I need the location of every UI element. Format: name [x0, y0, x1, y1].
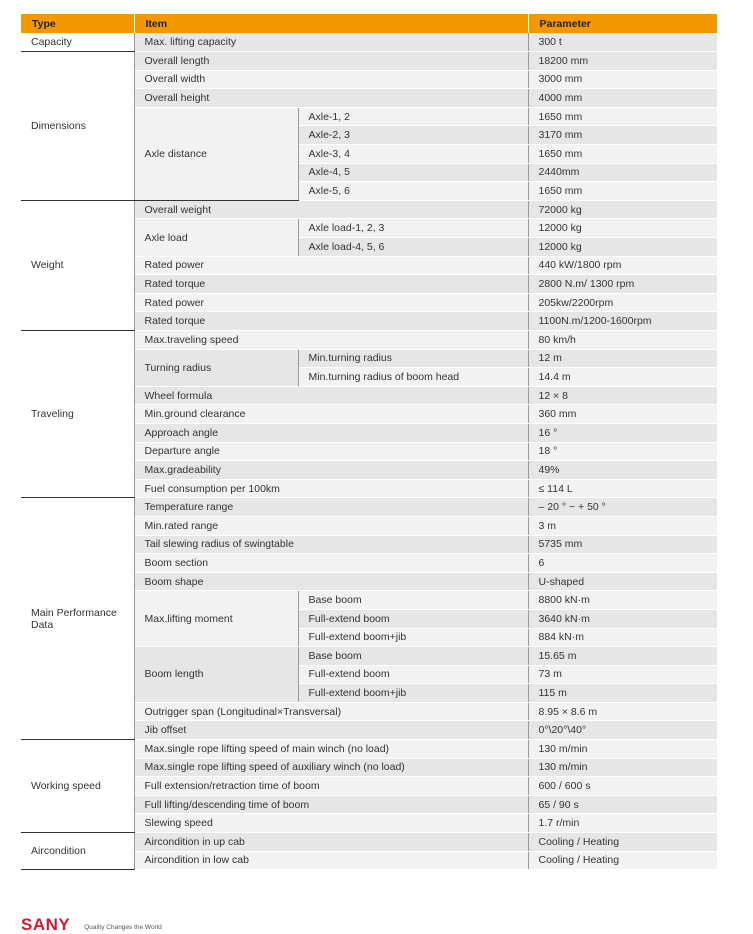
- item-cell: Rated power: [134, 256, 528, 275]
- item-cell: Max.single rope lifting speed of main winch (no load): [134, 740, 528, 759]
- type-weight: Weight: [21, 200, 134, 330]
- value-cell: 2800 N.m/ 1300 rpm: [528, 275, 717, 294]
- type-capacity: Capacity: [21, 33, 134, 52]
- value-cell: 1650 mm: [528, 145, 717, 164]
- value-cell: 18 °: [528, 442, 717, 461]
- item-cell: Temperature range: [134, 498, 528, 517]
- item-cell: Overall length: [134, 52, 528, 71]
- value-cell: 1650 mm: [528, 107, 717, 126]
- item-cell: Axle distance: [134, 107, 298, 200]
- item-cell: Min.rated range: [134, 516, 528, 535]
- table-row: [21, 52, 717, 71]
- value-cell: 72000 kg: [528, 200, 717, 219]
- value-cell: 12 × 8: [528, 386, 717, 405]
- spec-table: [21, 14, 717, 870]
- sub-cell: Axle-5, 6: [298, 182, 528, 201]
- item-cell: Max. lifting capacity: [134, 33, 528, 52]
- item-cell: Rated torque: [134, 312, 528, 331]
- table-row: [21, 740, 717, 759]
- sub-cell: Axle-2, 3: [298, 126, 528, 145]
- item-cell: Max.traveling speed: [134, 331, 528, 350]
- item-cell: Axle load: [134, 219, 298, 256]
- value-cell: 3170 mm: [528, 126, 717, 145]
- value-cell: 8.95 × 8.6 m: [528, 702, 717, 721]
- sub-cell: Axle-1, 2: [298, 107, 528, 126]
- item-cell: Approach angle: [134, 423, 528, 442]
- value-cell: 18200 mm: [528, 52, 717, 71]
- value-cell: 12000 kg: [528, 219, 717, 238]
- sub-cell: Full-extend boom: [298, 665, 528, 684]
- type-traveling: Traveling: [21, 331, 134, 498]
- value-cell: 884 kN·m: [528, 628, 717, 647]
- sub-cell: Full-extend boom+jib: [298, 684, 528, 703]
- value-cell: 73 m: [528, 665, 717, 684]
- item-cell: Slewing speed: [134, 814, 528, 833]
- value-cell: 3640 kN·m: [528, 609, 717, 628]
- value-cell: 15.65 m: [528, 647, 717, 666]
- table-row: [21, 498, 717, 517]
- value-cell: 49%: [528, 461, 717, 480]
- value-cell: 440 kW/1800 rpm: [528, 256, 717, 275]
- value-cell: 360 mm: [528, 405, 717, 424]
- value-cell: 3 m: [528, 516, 717, 535]
- type-working-speed: Working speed: [21, 740, 134, 833]
- item-cell: Full extension/retraction time of boom: [134, 777, 528, 796]
- item-cell: Aircondition in low cab: [134, 851, 528, 870]
- value-cell: 14.4 m: [528, 368, 717, 387]
- value-cell: 2440mm: [528, 163, 717, 182]
- value-cell: 115 m: [528, 684, 717, 703]
- item-cell: Wheel formula: [134, 386, 528, 405]
- table-row: [21, 200, 717, 219]
- item-cell: Tail slewing radius of swingtable: [134, 535, 528, 554]
- item-cell: Aircondition in up cab: [134, 833, 528, 852]
- item-cell: Boom section: [134, 554, 528, 573]
- value-cell: 1650 mm: [528, 182, 717, 201]
- item-cell: Outrigger span (Longitudinal×Transversal): [134, 702, 528, 721]
- value-cell: 12 m: [528, 349, 717, 368]
- item-cell: Min.ground clearance: [134, 405, 528, 424]
- sub-cell: Axle load-4, 5, 6: [298, 238, 528, 257]
- value-cell: 300 t: [528, 33, 717, 52]
- value-cell: 12000 kg: [528, 238, 717, 257]
- item-cell: Full lifting/descending time of boom: [134, 795, 528, 814]
- value-cell: 5735 mm: [528, 535, 717, 554]
- value-cell: 8800 kN·m: [528, 591, 717, 610]
- value-cell: 205kw/2200rpm: [528, 293, 717, 312]
- item-cell: Overall width: [134, 70, 528, 89]
- item-cell: Overall weight: [134, 200, 528, 219]
- sub-cell: Min.turning radius: [298, 349, 528, 368]
- value-cell: U-shaped: [528, 572, 717, 591]
- item-cell: Max.single rope lifting speed of auxiliary winch (no load): [134, 758, 528, 777]
- sub-cell: Axle load-1, 2, 3: [298, 219, 528, 238]
- item-cell: Max.lifting moment: [134, 591, 298, 647]
- item-cell: Departure angle: [134, 442, 528, 461]
- item-cell: Rated power: [134, 293, 528, 312]
- value-cell: 4000 mm: [528, 89, 717, 108]
- item-cell: Overall height: [134, 89, 528, 108]
- value-cell: 80 km/h: [528, 331, 717, 350]
- table-row: [21, 331, 717, 350]
- value-cell: Cooling / Heating: [528, 833, 717, 852]
- value-cell: ≤ 114 L: [528, 479, 717, 498]
- value-cell: 130 m/min: [528, 740, 717, 759]
- item-cell: Jib offset: [134, 721, 528, 740]
- item-cell: Boom length: [134, 647, 298, 703]
- value-cell: 6: [528, 554, 717, 573]
- type-dimensions: Dimensions: [21, 52, 134, 201]
- value-cell: 1.7 r/min: [528, 814, 717, 833]
- sub-cell: Base boom: [298, 647, 528, 666]
- sub-cell: Full-extend boom+jib: [298, 628, 528, 647]
- sany-logo: SANY: [21, 915, 71, 934]
- sub-cell: Axle-3, 4: [298, 145, 528, 164]
- value-cell: 1100N.m/1200-1600rpm: [528, 312, 717, 331]
- value-cell: 600 / 600 s: [528, 777, 717, 796]
- type-aircondition: Aircondition: [21, 833, 134, 870]
- value-cell: 3000 mm: [528, 70, 717, 89]
- page-footer: [21, 917, 162, 933]
- header-parameter: Parameter: [528, 14, 717, 33]
- value-cell: – 20 ° ~ + 50 °: [528, 498, 717, 517]
- table-header: [21, 14, 717, 33]
- value-cell: 0°\20°\40°: [528, 721, 717, 740]
- item-cell: Turning radius: [134, 349, 298, 386]
- value-cell: 130 m/min: [528, 758, 717, 777]
- value-cell: 65 / 90 s: [528, 795, 717, 814]
- type-main-performance: Main Performance Data: [21, 498, 134, 740]
- sub-cell: Axle-4, 5: [298, 163, 528, 182]
- value-cell: Cooling / Heating: [528, 851, 717, 870]
- sub-cell: Min.turning radius of boom head: [298, 368, 528, 387]
- header-item: Item: [134, 14, 528, 33]
- item-cell: Rated torque: [134, 275, 528, 294]
- table-row: [21, 33, 717, 52]
- sub-cell: Base boom: [298, 591, 528, 610]
- item-cell: Max.gradeability: [134, 461, 528, 480]
- table-row: [21, 833, 717, 852]
- item-cell: Boom shape: [134, 572, 528, 591]
- value-cell: 16 °: [528, 423, 717, 442]
- item-cell: Fuel consumption per 100km: [134, 479, 528, 498]
- sub-cell: Full-extend boom: [298, 609, 528, 628]
- header-type: Type: [21, 14, 134, 33]
- brand-slogan: Quality Changes the World: [84, 924, 162, 931]
